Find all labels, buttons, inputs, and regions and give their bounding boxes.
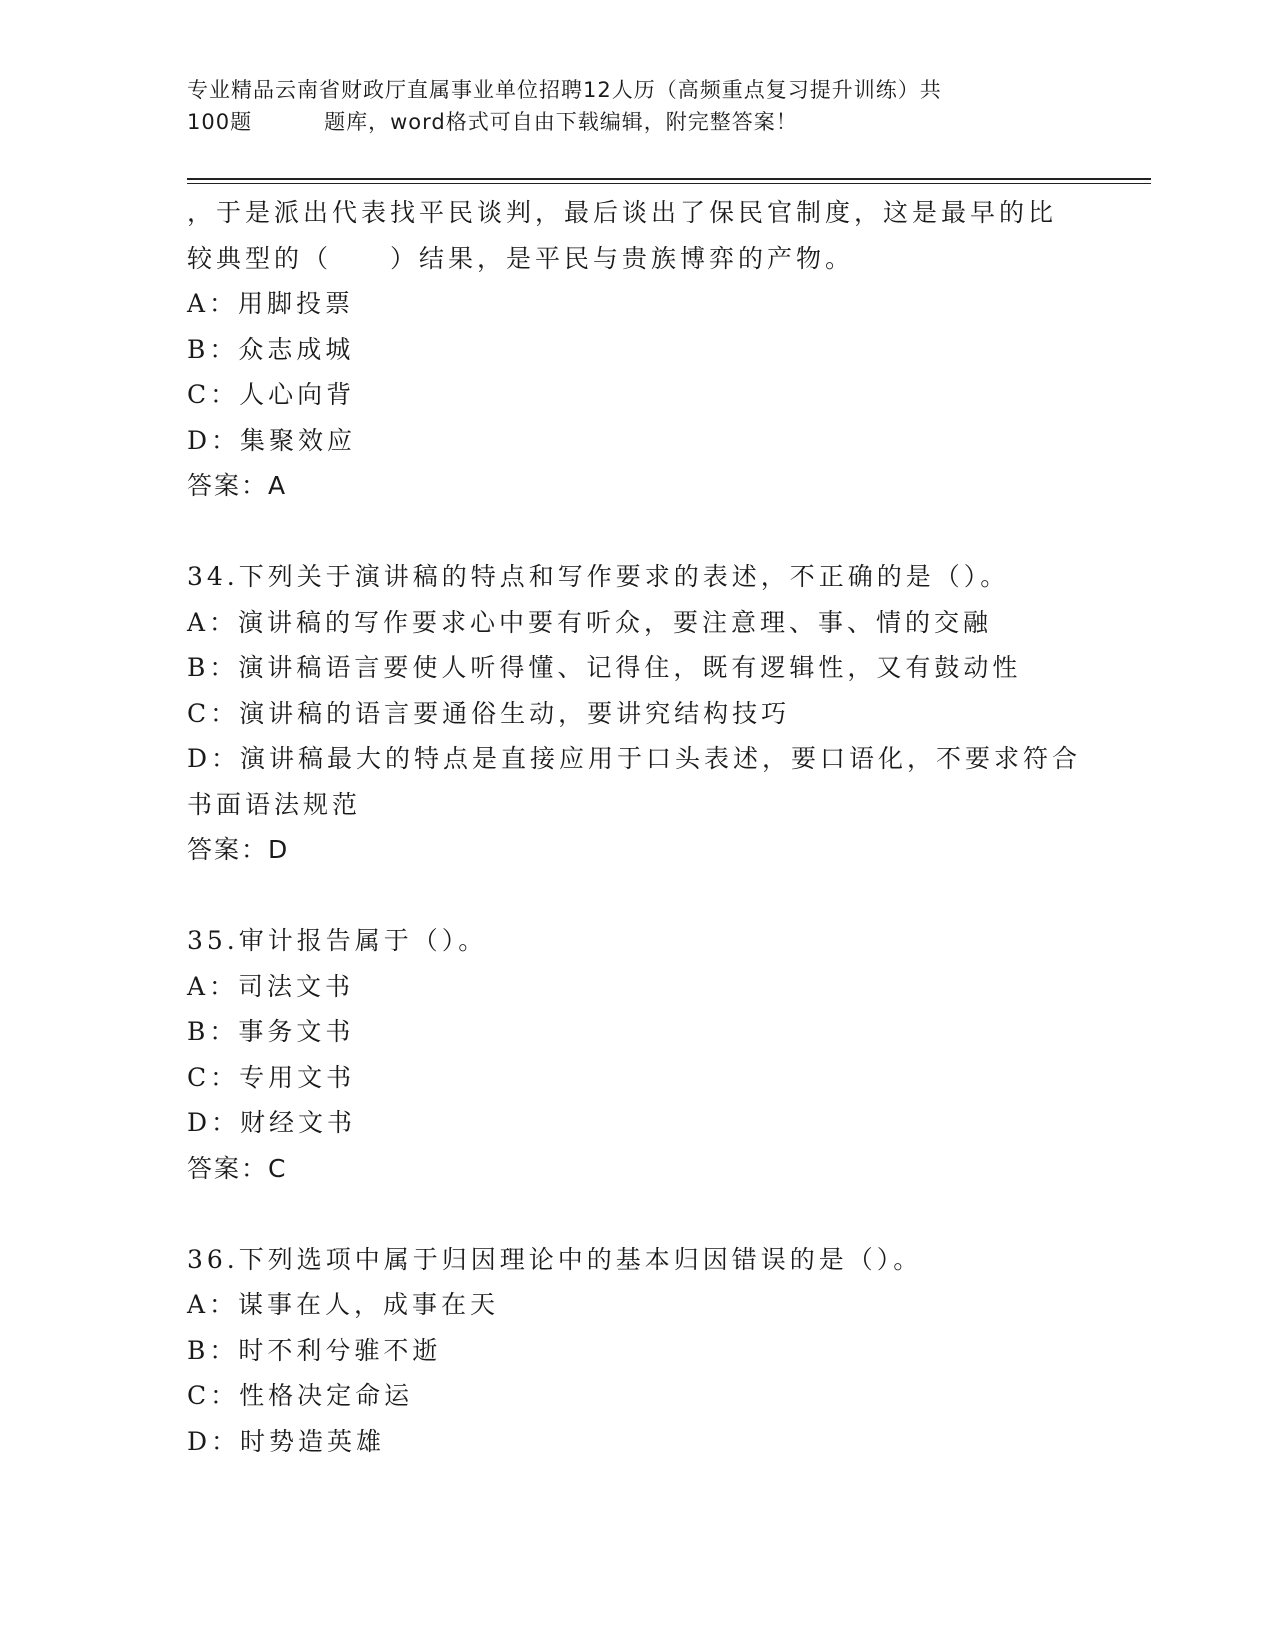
q34-option-d-continued: 书面语法规范 <box>187 789 362 819</box>
q34-option-c: C：演讲稿的语言要通俗生动，要讲究结构技巧 <box>187 698 791 728</box>
continued-option-c: C：人心向背 <box>187 380 356 409</box>
question-list <box>187 190 1087 1464</box>
header-divider-thin <box>187 183 1151 184</box>
q34-option-b: B：演讲稿语言要使人听得懂、记得住，既有逻辑性，又有鼓动性 <box>187 653 1022 682</box>
continued-stem-line-1: ，于是派出代表找平民谈判，最后谈出了保民官制度，这是最早的比 <box>187 198 1058 227</box>
q35-answer: 答案：C <box>187 1153 288 1183</box>
header-line-2 <box>187 106 1057 138</box>
page-header <box>187 74 1057 138</box>
continued-stem-line-2: 较典型的（ ）结果，是平民与贵族博弈的产物。 <box>187 243 855 273</box>
q36-option-c: C：性格决定命运 <box>187 1381 414 1410</box>
continued-answer: 答案：A <box>187 471 288 500</box>
q36-stem: 36.下列选项中属于归因理论中的基本归因错误的是（）。 <box>187 1244 923 1274</box>
header-line-2-end: 题库，word格式可自由下载编辑，附完整答案！ <box>324 110 798 134</box>
header-divider-thick <box>187 178 1151 180</box>
q34-answer: 答案：D <box>187 835 290 864</box>
continued-option-a: A：用脚投票 <box>187 289 355 318</box>
q34-option-d: D：演讲稿最大的特点是直接应用于口头表述，要口语化，不要求符合 <box>187 744 1082 773</box>
header-line-2-start: 100题 <box>187 110 253 134</box>
header-line-1: 专业精品云南省财政厅直属事业单位招聘12人历（高频重点复习提升训练）共 <box>187 78 942 102</box>
q35-option-b: B：事务文书 <box>187 1017 355 1046</box>
continued-option-b: B：众志成城 <box>187 334 355 364</box>
q35-stem: 35.审计报告属于（）。 <box>187 926 488 955</box>
q35-option-a: A：司法文书 <box>187 971 355 1001</box>
q36-option-d: D：时势造英雄 <box>187 1426 386 1456</box>
continued-option-d: D：集聚效应 <box>187 425 357 455</box>
q34-option-a: A：演讲稿的写作要求心中要有听众，要注意理、事、情的交融 <box>187 607 993 637</box>
q35-option-d: D：财经文书 <box>187 1108 357 1137</box>
q34-stem: 34.下列关于演讲稿的特点和写作要求的表述，不正确的是（）。 <box>187 562 1010 591</box>
q36-option-b: B：时不利兮骓不逝 <box>187 1335 442 1365</box>
q35-option-c: C：专用文书 <box>187 1062 356 1092</box>
q36-option-a: A：谋事在人，成事在天 <box>187 1290 500 1319</box>
